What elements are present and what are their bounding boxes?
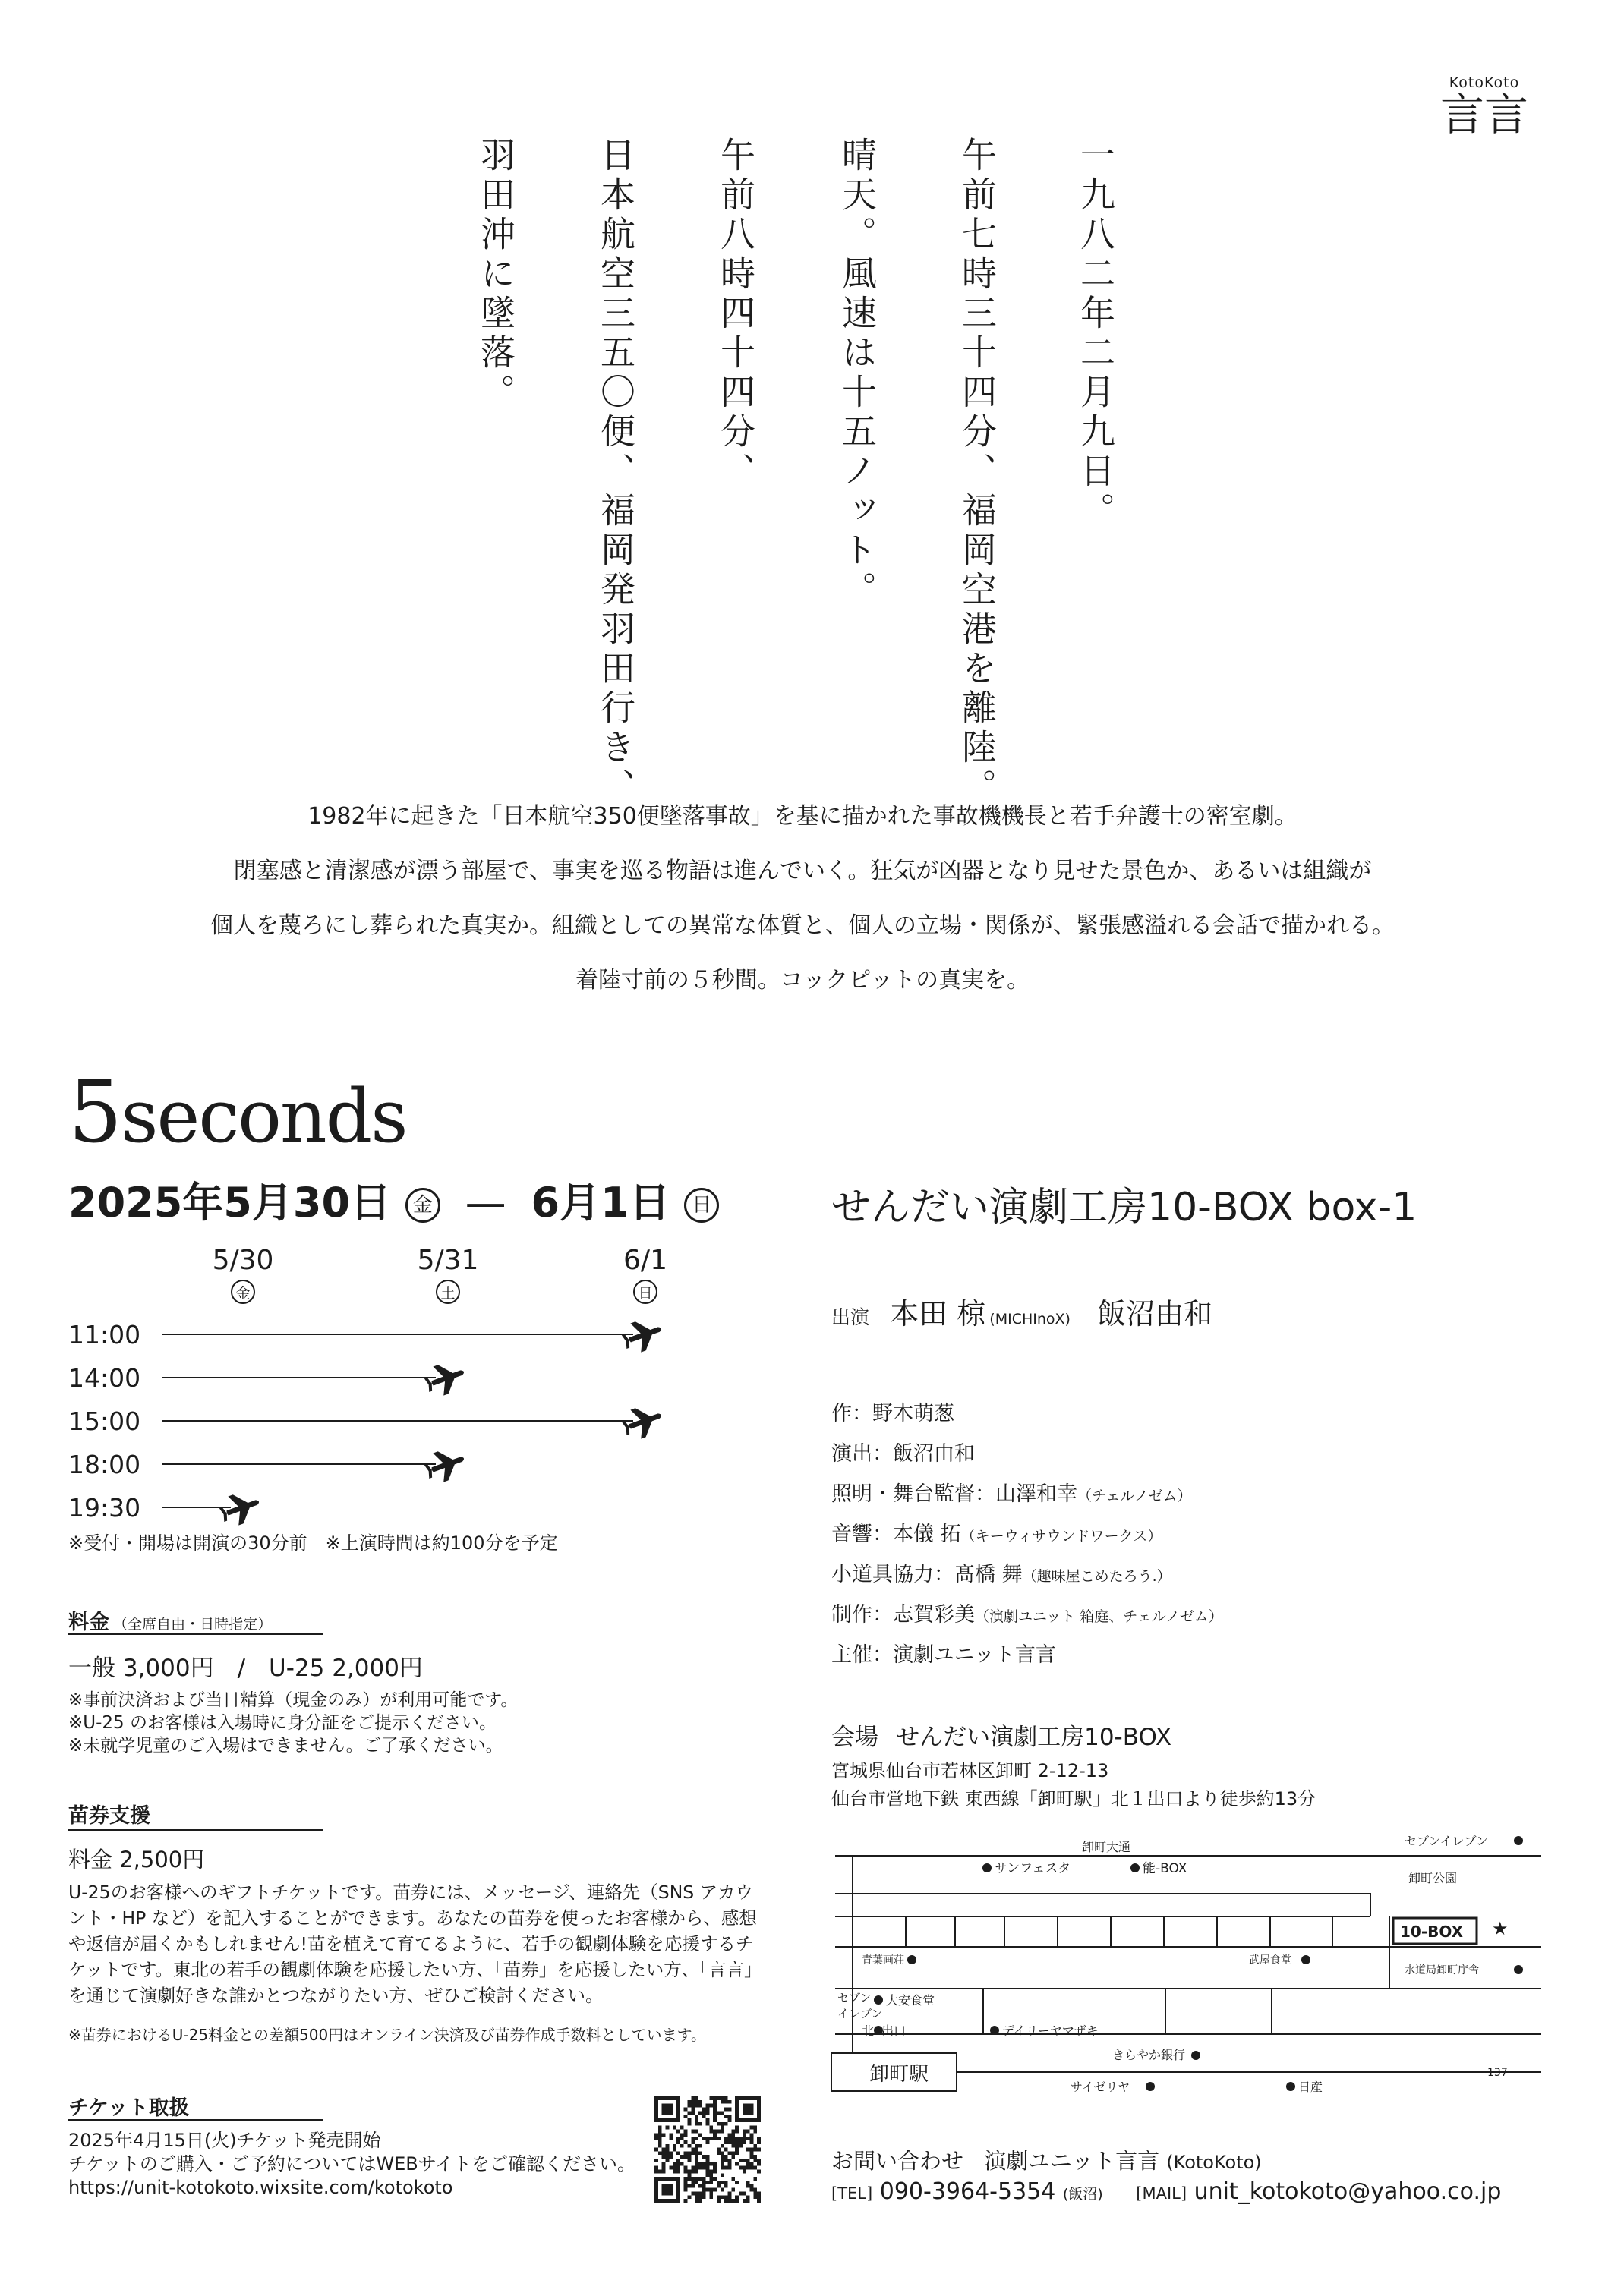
access-map (831, 1833, 1545, 2110)
venue-block (831, 1718, 1171, 1752)
price-heading (68, 1605, 272, 1635)
logo-latin: KotoKoto (1449, 74, 1520, 91)
title-number: 5 (68, 1063, 121, 1162)
date-range (68, 1170, 719, 1229)
cast-actor-2: 飯沼由和 (1097, 1297, 1213, 1331)
synopsis-line: 着陸寸前の５秒間。コックピットの真実を。 (575, 967, 1030, 994)
seed-body-line: ント・HP など）を記入することができます。あなたの苗券を使ったお客様から、感想 (68, 1907, 757, 1929)
contact-label: お問い合わせ (831, 2148, 964, 2174)
venue-address: 宮城県仙台市若林区卸町 2-12-13 (831, 1760, 1109, 1781)
seed-body-line: U-25のお客様へのギフトチケットです。苗券には、メッセージ、連絡先（SNS アカウ (68, 1882, 753, 1903)
map-label-park: 卸町公園 (1408, 1871, 1458, 1885)
cast-actor-1-note: (MICHInoX) (989, 1311, 1071, 1328)
price-note: ※U-25 のお客様は入場時に身分証をご提示ください。 (68, 1713, 497, 1733)
divider (68, 1633, 323, 1635)
ticket-heading: チケット取扱 (68, 2096, 190, 2120)
ticket-info (68, 2129, 635, 2200)
contact-details (831, 2178, 1501, 2205)
price-notes (68, 1689, 518, 1757)
schedule-note: ※受付・開場は開演の30分前 ※上演時間は約100分を予定 (68, 1532, 558, 1554)
tel-note: (飯沼) (1062, 2186, 1103, 2203)
poem-line-6: 羽田沖に墜落。 (475, 137, 516, 413)
price-line: 一般 3,000円 / U-25 2,000円 (68, 1655, 423, 1682)
poem-line-5: 日本航空三五〇便、福岡発羽田行き、 (595, 137, 636, 808)
credit-text: 主催：演劇ユニット言言 (831, 1643, 1056, 1667)
map-label-daian: 大安食堂 (886, 1993, 935, 2008)
map-label-10box: 10-BOX (1400, 1923, 1464, 1941)
logo-kanji: 言言 (1439, 89, 1528, 140)
seed-price: 料金 2,500円 (68, 1847, 205, 1872)
schedule-time-label: 14:00 (68, 1363, 141, 1393)
credit-note: （チェルノゼム） (1077, 1488, 1192, 1504)
mail-address[interactable]: unit_kotokoto@yahoo.co.jp (1194, 2178, 1502, 2205)
map-label-saizeriya: サイゼリヤ (1071, 2080, 1130, 2094)
ticket-line: チケットのご購入・ご予約についてはWEBサイトをご確認ください。 (68, 2153, 636, 2175)
map-label-nissan: 日産 (1298, 2080, 1323, 2094)
credit-text: 制作：志賀彩美 (831, 1603, 975, 1627)
cast (831, 1290, 1212, 1332)
credit-text: 音響：本儀 拓 (831, 1523, 961, 1546)
schedule-time-label: 19:30 (68, 1493, 141, 1523)
qr-code[interactable] (654, 2096, 761, 2203)
map-label-daily: デイリーヤマザキ (1002, 2024, 1099, 2038)
cast-label: 出演 (831, 1306, 870, 1328)
credit-note: （キーウィサウンドワークス） (960, 1528, 1162, 1545)
schedule-dow-label: 金 (235, 1285, 251, 1302)
contact-org-en: (KotoKoto) (1166, 2152, 1262, 2173)
credit-text: 演出：飯沼由和 (831, 1442, 975, 1466)
credit-text: 小道具協力：髙橋 舞 (831, 1563, 1023, 1586)
synopsis (114, 789, 1491, 1008)
price-note: ※未就学児童のご入場はできません。ご了承ください。 (68, 1736, 503, 1756)
cast-actor-1: 本田 椋 (890, 1297, 986, 1331)
ticket-url[interactable]: https://unit-kotokoto.wixsite.com/kotokoto (68, 2177, 453, 2198)
map-label-nobox: 能-BOX (1143, 1861, 1187, 1876)
schedule-dow-label: 土 (440, 1285, 456, 1302)
credit-line (831, 1638, 1056, 1668)
poem-line-1: 一九八二年二月九日。 (1075, 137, 1116, 531)
tel-tag: [TEL] (831, 2184, 873, 2203)
venue-heading: せんだい演劇工房10-BOX box-1 (831, 1185, 1417, 1230)
divider (68, 1829, 323, 1831)
contact-block (831, 2144, 1262, 2175)
seed-body (68, 1879, 762, 2008)
schedule-chart (0, 0, 759, 1564)
schedule-dow-label: 日 (638, 1285, 653, 1302)
mail-tag: [MAIL] (1136, 2184, 1187, 2203)
title-word: seconds (121, 1074, 407, 1159)
map-label-route: 137 (1487, 2067, 1508, 2079)
schedule-time-label: 18:00 (68, 1450, 141, 1479)
schedule-day-label: 5/30 (212, 1245, 274, 1276)
synopsis-line: 1982年に起きた「日本航空350便墜落事故」を基に描かれた事故機機長と若手弁護士の密室劇。 (307, 803, 1298, 830)
price-note: ※事前決済および当日精算（現金のみ）が利用可能です。 (68, 1690, 519, 1710)
poem-line-2: 午前七時三十四分、福岡空港を離陸。 (957, 137, 998, 808)
seed-note: ※苗券におけるU-25料金との差額500円はオンライン決済及び苗券作成手数料としています。 (68, 2026, 707, 2044)
synopsis-line: 個人を蔑ろにし葬られた真実か。組織としての異常な体質と、個人の立場・関係が、緊張感溢れる会話で描かれる。 (210, 912, 1395, 939)
map-label-exit: 北1出口 (862, 2024, 907, 2038)
contact-org: 演劇ユニット言言 (984, 2148, 1160, 2174)
ticket-line: 2025年4月15日(火)チケット発売開始 (68, 2130, 381, 2151)
seed-heading: 苗券支援 (68, 1804, 150, 1828)
map-label-aoba: 青葉画荘 (862, 1954, 904, 1967)
airplane-icon (619, 1400, 667, 1443)
tel-number[interactable]: 090-3964-5354 (879, 2178, 1056, 2205)
price-heading-text: 料金 (68, 1611, 109, 1634)
airplane-icon (421, 1357, 469, 1400)
star-icon: ★ (1492, 1918, 1509, 1939)
credit-line (831, 1397, 954, 1426)
price-heading-note: （全席自由・日時指定） (113, 1616, 273, 1633)
map-label-seven-eleven-2b: イレブン (837, 2007, 883, 2020)
start-day-badge: 金 (405, 1188, 440, 1223)
airplane-icon (619, 1314, 667, 1356)
schedule-time-label: 15:00 (68, 1406, 141, 1436)
credit-text: 照明・舞台監督：山澤和幸 (831, 1482, 1077, 1506)
synopsis-line: 閉塞感と清潔感が漂う部屋で、事実を巡る物語は進んでいく。狂気が凶器となり見せた景色か、あるいは組織が (233, 858, 1372, 884)
schedule-time-label: 11:00 (68, 1320, 141, 1350)
schedule-day-label: 6/1 (623, 1245, 667, 1276)
end-day-badge: 日 (684, 1188, 719, 1223)
map-label-seven-eleven-2a: セブン (837, 1991, 872, 2005)
schedule-dow-badge (437, 1280, 459, 1303)
map-label-buke: 武屋食堂 (1249, 1954, 1291, 1967)
map-label-station: 卸町駅 (869, 2063, 929, 2086)
map-label-suido: 水道局卸町庁舎 (1405, 1964, 1479, 1976)
poem-line-3: 晴天。風速は十五ノット。 (837, 137, 878, 610)
seed-body-line: や返信が届くかもしれません!苗を植えて育てるように、若手の観劇体験を応援するチ (68, 1933, 754, 1954)
start-date: 2025年5月30日 (68, 1179, 392, 1227)
credit-line (831, 1598, 1223, 1627)
venue-label: 会場 (831, 1724, 878, 1751)
date-dash: — (465, 1179, 506, 1227)
end-date: 6月1日 (531, 1179, 670, 1227)
map-label-road: 卸町大通 (1082, 1840, 1131, 1854)
credit-text: 作：野木萌葱 (831, 1402, 954, 1425)
airplane-icon (216, 1487, 264, 1529)
credit-note: （趣味屋こめたろう.） (1022, 1568, 1171, 1585)
schedule-dow-badge (634, 1280, 657, 1303)
kotokoto-logo (1439, 74, 1530, 140)
map-label-kirayaka: きらやか銀行 (1112, 2048, 1186, 2062)
venue-access: 仙台市営地下鉄 東西線「卸町駅」北１出口より徒歩約13分 (831, 1788, 1316, 1809)
airplane-icon (421, 1444, 469, 1486)
divider (68, 2119, 323, 2121)
seed-body-line: を通じて演劇好きな誰かとつながりたい方、ぜひご検討ください。 (68, 1985, 604, 2006)
credit-line (831, 1517, 1162, 1547)
map-label-seven-eleven: セブンイレブン (1405, 1834, 1488, 1848)
seed-body-line: ケットです。東北の若手の観劇体験を応援したい方、「苗券」を応援したい方、「言言」 (68, 1959, 762, 1980)
schedule-dow-badge (232, 1280, 254, 1303)
venue-name: せんだい演劇工房10-BOX (896, 1724, 1172, 1751)
credit-note: （演劇ユニット 箱庭、チェルノゼム） (975, 1608, 1223, 1625)
map-label-sunfesta: サンフェスタ (995, 1861, 1071, 1876)
schedule-day-label: 5/31 (417, 1245, 479, 1276)
poem-line-4: 午前八時四十四分、 (715, 137, 756, 492)
credit-line (831, 1437, 975, 1466)
credit-line (831, 1557, 1171, 1587)
credit-line (831, 1477, 1191, 1507)
show-title (68, 1063, 407, 1162)
